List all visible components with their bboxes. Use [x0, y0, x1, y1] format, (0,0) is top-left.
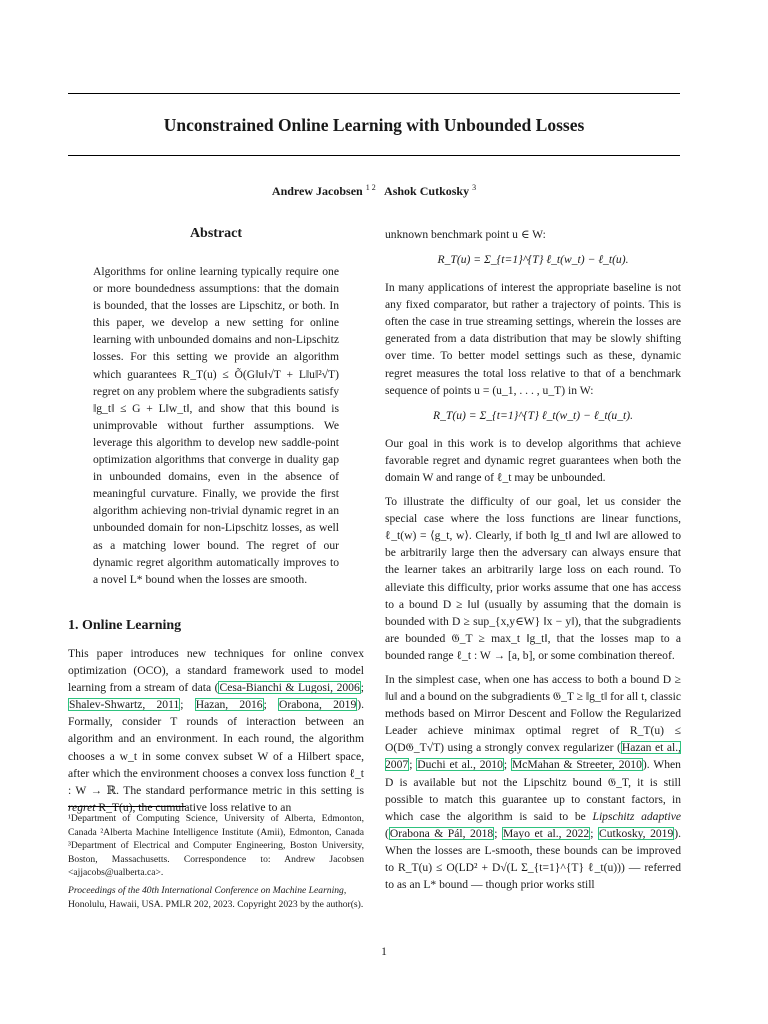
citation-link[interactable]: McMahan & Streeter, 2010 — [511, 758, 642, 772]
intro-paragraph: This paper introduces new techniques for online convex optimization (OCO), a standard framework used to model learning from a stream of data (Cesa-Bianchi & Lugosi, 2006; Shalev-Shwartz, 2011; Hazan, 2016; Orabona, 2019). Formally, consider T rounds of interaction between an algorithm and an environment. In each round, the algorithm chooses a w_t in some convex subset W of a Hilbert space, after which the environment chooses a convex loss function ℓ_t : W → ℝ. The standard performance metric in this setting is regret R_T(u), the cumulative loss relative to an — [68, 647, 365, 814]
author-1: Andrew Jacobsen — [271, 184, 363, 198]
citation-link[interactable]: Hazan, 2016 — [195, 698, 263, 712]
proceedings-details: , Honolulu, Hawaii, USA. PMLR 202, 2023. Copyright 2023 by the author(s). — [68, 885, 364, 910]
dynamic-regret-paragraph: In many applications of interest the appropriate baseline is not any fixed comparator, but rather a trajectory of points. This is often the case in true streaming settings, wherein the losses are generated from a data distribution that may be slowly shifting over time. To better model settings such as these, dynamic regret measures the total loss relative to that of a benchmark sequence of points u = (u_1, . . . , u_T) in W: — [385, 281, 681, 397]
citation-link[interactable]: Shalev-Shwartz, 2011 — [69, 698, 180, 712]
paper-title: Unconstrained Online Learning with Unbounded Losses — [163, 115, 585, 135]
benchmark-intro: unknown benchmark point u ∈ W: — [385, 228, 546, 241]
citation-link[interactable]: Duchi et al., 2010 — [417, 758, 503, 772]
citation-link[interactable]: Orabona, 2019 — [279, 698, 357, 712]
proceedings-note — [68, 884, 364, 911]
intro-text-b: ). Formally, consider T rounds of interaction between an algorithm and an environment. In each round, the algorithm chooses a w_t in some convex subset W of a Hilbert space, after which the environment chooses a convex loss function ℓ_t : W → ℝ. The standard performance metric in this setting is — [68, 698, 365, 797]
lipschitz-adaptive-term: Lipschitz adaptive — [592, 809, 681, 823]
regret-term: regret — [68, 800, 96, 814]
author-1-affiliation: 1 2 — [365, 183, 376, 192]
goal-paragraph: Our goal in this work is to develop algorithms that achieve favorable regret and dynamic regret guarantees when both the domain W and range of ℓ_t may be unbounded. — [385, 436, 681, 484]
abstract-text: Algorithms for online learning typically require one or more boundedness assumptions: that the domain is bounded, that the losses are Lipschitz, or both. In this paper, we develop a new setting for online learning with unbounded domains and non-Lipschitz losses. For this setting we provide an algorithm which guarantees R_T(u) ≤ Õ(G‖u‖√T + L‖u‖²√T) regret on any problem where the subgradients satisfy ‖g_t‖ ≤ G + L‖w_t‖, and show that this bound is unimprovable without further assumptions. We leverage this algorithm to develop new saddle-point optimization algorithms that converge in duality gap in unbounded domains, even in the absence of meaningful curvature. Finally, we provide the first algorithm achieving non-trivial dynamic regret in an unbounded domain for non-Lipschitz losses, as well as a matching lower bound. The regret of our dynamic regret algorithm automatically improves to a novel L* bound when the losses are smooth. — [93, 265, 339, 586]
footnote: ¹Department of Computing Science, University of Alberta, Edmonton, Canada ²Alberta Machine Intelligence Institute (Amii), Edmonton, Canada ³Department of Electrical and Computer Engineering, Boston University, Boston, Massachusetts. Correspondence to: Andrew Jacobsen <ajjacobs@ualberta.ca>. — [68, 813, 364, 878]
right-column-body — [385, 226, 681, 900]
simplest-text-c: ( — [385, 826, 389, 840]
simplest-text-b: ). When D is available but not the Lipschitz bound 𝔊_T, it is still possible to match this guarantee up to constant factors, in which case the algorithm is said to be — [385, 758, 681, 823]
simplest-text-a: In the simplest case, when one has access to both a bound D ≥ ‖u‖ and a bound on the subgradients 𝔊_T ≥ ‖g_t‖ for all t, classic methods based on Mirror Descent and Follow the Regularized Leader achieve minimax optimal regret of R_T(u) ≤ O(D𝔊_T√T) using a strongly convex regularizer ( — [385, 672, 681, 755]
intro-text-a: This paper introduces new techniques for online convex optimization (OCO), a standard framework used to model learning from a stream of data ( — [68, 647, 364, 695]
citation-link[interactable]: Cesa-Bianchi & Lugosi, 2006 — [219, 681, 360, 695]
citation-link[interactable]: Orabona & Pál, 2018 — [389, 826, 494, 840]
title-rule — [68, 155, 680, 156]
proceedings-venue: Proceedings of the 40th International Conference on Machine Learning — [68, 885, 344, 896]
equation-dynamic-regret: R_T(u) = Σ_{t=1}^{T} ℓ_t(w_t) − ℓ_t(u_t). — [433, 408, 633, 422]
section-heading: 1. Online Learning — [68, 618, 182, 633]
author-2: Ashok Cutkosky — [384, 184, 470, 198]
simplest-case-paragraph: In the simplest case, when one has access to both a bound D ≥ ‖u‖ and a bound on the subgradients 𝔊_T ≥ ‖g_t‖ for all t, classic methods based on Mirror Descent and Follow the Regularized Leader achieve minimax optimal regret of R_T(u) ≤ O(D𝔊_T√T) using a strongly convex regularizer (Hazan et al., 2007; Duchi et al., 2010; McMahan & Streeter, 2010). When D is available but not the Lipschitz bound 𝔊_T, it is still possible to match this guarantee up to constant factors, in which case the algorithm is said to be Lipschitz adaptive (Orabona & Pál, 2018; Mayo et al., 2022; Cutkosky, 2019). When the losses are L-smooth, these bounds can be improved to R_T(u) ≤ O(LD² + D√(L Σ_{t=1}^{T} ℓ_t(u))) — referred to as an L* bound — though prior works still — [385, 672, 682, 892]
equation-static-regret: R_T(u) = Σ_{t=1}^{T} ℓ_t(w_t) − ℓ_t(u). — [437, 253, 629, 267]
author-line — [68, 180, 680, 199]
citation-link[interactable]: Cutkosky, 2019 — [598, 826, 674, 840]
author-2-affiliation: 3 — [472, 183, 477, 192]
intro-text-c: R_T(u), the cumulative loss relative to an — [95, 800, 292, 814]
footnote-rule — [68, 806, 186, 807]
page-number: 1 — [381, 946, 387, 958]
top-rule — [68, 93, 680, 94]
difficulty-paragraph: To illustrate the difficulty of our goal, let us consider the special case where the loss functions are linear functions, ℓ_t(w) = ⟨g_t, w⟩. Clearly, if both ‖g_t‖ and ‖w‖ are allowed to be arbitrarily large then the adversary can always ensure that the learner takes an arbitrarily large loss on each round. To alleviate this difficulty, prior works assume that one has access to a bound D ≥ ‖u‖ (usually by assuming that the domain is bounded with D ≥ sup_{x,y∈W} ‖x − y‖), that the subgradients are bounded 𝔊_T ≥ max_t ‖g_t‖, that the losses map to a bounded range ℓ_t : W → [a, b], or some combination thereof. — [385, 495, 681, 662]
citation-link[interactable]: Hazan et al., 2007 — [385, 741, 681, 772]
abstract-heading: Abstract — [189, 226, 243, 241]
citation-link[interactable]: Mayo et al., 2022 — [502, 826, 590, 840]
simplest-text-d: ). When the losses are L-smooth, these bounds can be improved to R_T(u) ≤ O(LD² + D√(L Σ_{t=1}^{T} ℓ_t(u))) — referred to as an L* bound — though prior works still — [385, 826, 682, 892]
left-column-body — [68, 645, 364, 823]
